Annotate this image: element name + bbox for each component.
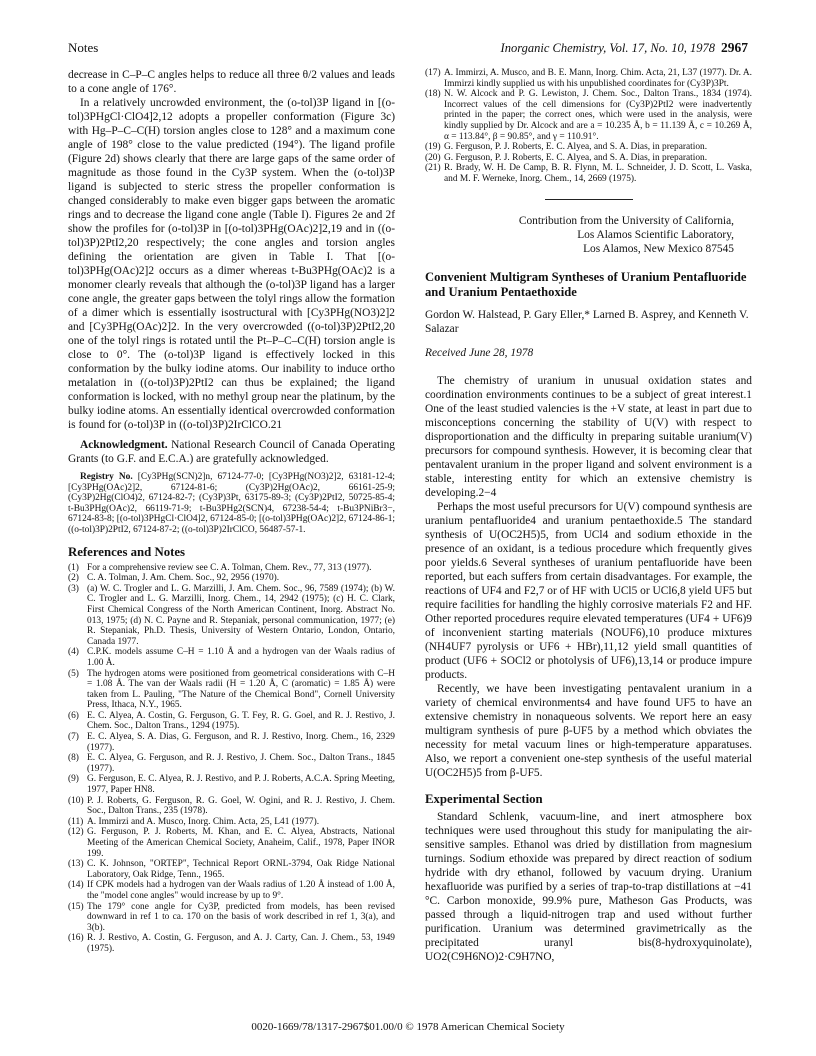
reference-item [68,817,395,828]
reference-item [425,163,752,184]
reference-item [68,732,395,753]
reference-text: If CPK models had a hydrogen van der Waals radius of 1.20 Å instead of 1.00 Å, the "model cone angles" would increase by up to 9°. [87,880,395,901]
journal-citation [501,40,748,56]
reference-number: (9) [68,774,79,785]
reference-text: N. W. Alcock and P. G. Lewiston, J. Chem. Soc., Dalton Trans., 1834 (1974). Incorrect values of the cell dimensions for (Cy3P)2PtI2 were inadvertently printed in the paper; the correct ones, which were used in the analysis, were kindly supplied by Dr. Alcock and are a = 10.235 Å, b = 11.139 Å, c = 10.269 Å, α = 113.84°, β = 90.85°, and γ = 110.91°. [444,89,752,142]
paragraph: Recently, we have been investigating pentavalent uranium in a variety of chemical environments4 and have found UF5 to have an extensive chemistry in nonaqueous solvents. We report here an easy multigram synthesis of pure β-UF5 by a method which obviates the necessity for metal vacuum lines or high-temperature apparatuses. Also, we report a convenient one-step synthesis of the useful material U(OC2H5)5 from β-UF5. [425,682,752,779]
journal-name: Inorganic Chemistry, Vol. 17, No. 10, 1978 [500,41,715,55]
reference-number: (12) [68,827,84,838]
reference-item [425,68,752,89]
reference-item [425,153,752,164]
acknowledgment-heading: Acknowledgment. [80,439,168,451]
reference-item [68,753,395,774]
reference-number: (1) [68,562,79,573]
article-authors: Gordon W. Halstead, P. Gary Eller,* Larned B. Asprey, and Kenneth V. Salazar [425,308,749,335]
paragraph: The chemistry of uranium in unusual oxidation states and coordination environments continues to be a subject of great interest.1 One of the least studied valencies is the +V state, at least in part due to misconceptions concerning the stability of U(V) with respect to disproportionation and the difficulty in preparing suitable uranium(V) precursors for compound synthesis. However, it is becoming clear that pentavalent uranium in the proper ligand and solvent environment is a stable, interesting entity for which an extensive chemistry is developing.2−4 [425,374,752,499]
reference-number: (20) [425,152,441,163]
page-footer: 0020-1669/78/1317-2967$01.00/0 © 1978 American Chemical Society [251,1021,565,1033]
reference-item [68,711,395,732]
registry-numbers [68,472,395,536]
article-title: Convenient Multigram Syntheses of Uranium Pentafluoride and Uranium Pentaethoxide [425,269,747,299]
reference-text: For a comprehensive review see C. A. Tolman, Chem. Rev., 77, 313 (1977). [87,562,372,573]
left-column [68,68,395,955]
reference-item [68,902,395,934]
reference-number: (7) [68,732,79,743]
affiliation-line: Los Alamos, New Mexico 87545 [583,242,734,255]
reference-item [68,827,395,859]
experimental-heading: Experimental Section [425,791,543,806]
separator-rule [545,199,633,200]
section-name: Notes [68,40,99,55]
reference-number: (4) [68,647,79,658]
paragraph: decrease in C–P–C angles helps to reduce all three θ/2 values and leads to a cone angle of 176°. [68,69,395,95]
reference-item [68,647,395,668]
reference-number: (15) [68,901,84,912]
contribution-affiliation [425,214,752,256]
reference-item [68,880,395,901]
reference-item [68,563,395,574]
reference-number: (16) [68,933,84,944]
reference-item [68,669,395,711]
reference-item [68,774,395,795]
reference-text: The hydrogen atoms were positioned from geometrical considerations with C–H = 1.08 Å. The van der Waals radii (H = 1.20 Å, C (aromatic) = 1.85 Å) were taken from L. Pauling, "The Nature of the Chemical Bond", Cornell University Press, Ithaca, N.Y., 1965. [87,668,395,711]
right-column [425,68,752,964]
page-header [68,40,748,60]
reference-text: G. Ferguson, P. J. Roberts, E. C. Alyea, and S. A. Dias, in preparation. [444,142,708,153]
reference-text: E. C. Alyea, S. A. Dias, G. Ferguson, and R. J. Restivo, Inorg. Chem., 16, 2329 (1977). [87,732,395,753]
registry-text: [Cy3PHg(SCN)2]n, 67124-77-0; [Cy3PHg(NO3)2]2, 63181-12-4; [Cy3PHg(OAc)2]2, 67124-81-6; (Cy3P)2Hg(OAc)2, 66161-25-9; (Cy3P)2Hg(ClO4)2, 67124-82-7; (Cy3P)3Pt, 63175-89-3; (Cy3P)2PtI2, 50725-85-4; t-Bu3PHg(OAc)2, 66119-71-9; t-Bu3PHg2(SCN)4, 67238-54-4; t-Bu3PNiBr3−, 67124-83-8; [(o-tol)3PHgCl·ClO4]2, 67124-85-0; [(o-tol)3PHg(OAc)2]2, 67124-86-1; ((o-tol)3P)2PtI2, 67124-87-2; ((o-tol)3P)2IrClCO, 56487-57-1. [68,472,395,535]
reference-number: (6) [68,710,79,721]
reference-text: R. J. Restivo, A. Costin, G. Ferguson, and A. J. Carty, Can. J. Chem., 53, 1949 (1975). [87,933,395,954]
reference-text: (a) W. C. Trogler and L. G. Marzilli, J. Am. Chem. Soc., 96, 7589 (1974); (b) W. C. Trogler and L. G. Marzilli, Inorg. Chem., 14, 2942 (1975); (c) H. C. Clark, First Chemical Congress of the North American Continent, Inorg. Abstract No. 013, 1975; (d) N. C. Payne and R. Stepaniak, personal communication, 1977; (e) R. Stepaniak, Ph.D. Thesis, University of Western Ontario, London, Ontario, Canada 1977. [87,583,395,647]
reference-text: C. K. Johnson, "ORTEP", Technical Report ORNL-3794, Oak Ridge National Laboratory, Oak Ridge, Tenn., 1965. [87,859,395,880]
reference-list [68,563,395,955]
reference-item [425,89,752,142]
affiliation-line: Los Alamos Scientific Laboratory, [577,228,734,241]
reference-number: (18) [425,89,441,100]
references-heading: References and Notes [68,544,186,559]
reference-item [68,859,395,880]
reference-text: P. J. Roberts, G. Ferguson, R. G. Goel, W. Ogini, and R. J. Restivo, J. Chem. Soc., Dalton Trans., 235 (1978). [87,795,395,817]
reference-text: G. Ferguson, P. J. Roberts, M. Khan, and E. C. Alyea, Abstracts, National Meeting of the American Chemical Society, Anaheim, Calif., 1978, Paper INOR 199. [87,827,395,859]
reference-number: (10) [68,795,84,806]
reference-number: (17) [425,68,441,78]
reference-number: (5) [68,668,79,679]
acknowledgment-text: National Research Council of Canada Operating Grants (to G.F. and E.C.A.) are gratefully acknowledged. [68,439,395,465]
reference-number: (2) [68,573,79,584]
paragraph: Perhaps the most useful precursors for U(V) compound synthesis are uranium pentafluoride4 and uranium pentaethoxide.5 The standard synthesis of U(OC2H5)5, from UCl4 and sodium ethoxide in the presence of an oxidant, is a tedious procedure which frequently gives poor yields.6 Several syntheses of uranium pentafluoride have been reported, but each suffers from certain disadvantages. For example, the reactions of UF4 and F2,7 or of HF with UCl5 or UCl6,8 yield UF5 but require facilities for handling the highly corrosive materials F2 and HF. Other reported procedures require elevated temperatures (UF4 + UF6)9 of inconvenient starting materials (NOUF6),10 produce mixtures (NH4UF7 pyrolysis or UF6 + HBr),11,12 yield small quantities of product (UF6 + SOCl2 or photolysis of UF6),13,14 or produce impure products. [425,500,752,681]
paragraph: Standard Schlenk, vacuum-line, and inert atmosphere box techniques were used throughout this study for manipulating the air-sensitive samples. Ethanol was dried by distillation from magnesium turnings. Sodium ethoxide was prepared by direct reaction of sodium hydride with dry ethanol, followed by vacuum drying. Uranium hexafluoride was purified by a series of trap-to-trap distillations at −41 °C. Carbon monoxide, 99.9% pure, Matheson Gas Products, was passed through a liquid-nitrogen trap and used without further purification. Uranium was determined gravimetrically as the precipitated uranyl bis(8-hydroxyquinolate), UO2(C9H6NO)2·C9H7NO, [425,810,752,963]
reference-text: A. Immirzi and A. Musco, Inorg. Chim. Acta, 25, L41 (1977). [87,816,320,827]
paragraph: In a relatively uncrowded environment, the (o-tol)3P ligand in [(o-tol)3PHgCl·ClO4]2,12 adopts a propeller conformation (Figure 3c) with Hg–P–C–C(H) torsion angles close to 128° and a maximum cone angle of 198° close to the value predicted (194°). The ligand profile (Figure 2d) shows clearly that there are large gaps of the same order of magnitude as those found in the Cy3P system. When the (o-tol)3P ligand is subjected to steric stress the propeller conformation is changed considerably to make even bigger gaps between the aromatic rings and to decrease the ligand cone angle (Table I). Figures 2e and 2f show the profiles for (o-tol)3P in [(o-tol)3PHg(OAc)2]2,19 and in ((o-tol)3P)2PtI2,20 respectively; the cone angles and torsion angles defining the orientation are given in Table I. That [(o-tol)3PHg(OAc)2]2 occurs as a dimer whereas t-Bu3PHg(OAc)2 is a monomer clearly reveals that although the (o-tol)3P ligand has a larger cone angle, the greater gaps between the tolyl rings allow the formation of a dimer which is essentially isostructural with [Cy3PHg(NO3)2]2 and [Cy3PHg(OAc)2]2. In the very overcrowded ((o-tol)3P)2PtI2,20 one of the tolyl rings is rotated until the Pt–P–C–C(H) torsion angle is close to 0°. The (o-tol)3P ligand is effectively locked in this conformation by the bulky iodine atoms. Our inability to induce ortho metalation in ((o-tol)3P)2PtI2 can thus be explained; the ligand conformation is locked, with no methyl group near the platinum, by the bulky iodine atoms. An essentially identical overcrowded conformation is found for (o-tol)3P in ((o-tol)3P)2IrClCO.21 [68,97,395,431]
acknowledgment [68,438,395,466]
reference-text: C.P.K. models assume C–H = 1.10 Å and a hydrogen van der Waals radius of 1.00 Å. [87,647,395,668]
reference-text: G. Ferguson, E. C. Alyea, R. J. Restivo, and P. J. Roberts, A.C.A. Spring Meeting, 1977, Paper HN8. [87,774,395,796]
registry-heading: Registry No. [80,472,133,482]
reference-text: R. Brady, W. H. De Camp, B. R. Flynn, M. L. Schneider, J. D. Scott, L. Vaska, and M. F. Werneke, Inorg. Chem., 14, 2669 (1975). [444,163,752,184]
reference-text: E. C. Alyea, G. Ferguson, and R. J. Restivo, J. Chem. Soc., Dalton Trans., 1845 (1977). [87,753,395,774]
reference-text: C. A. Tolman, J. Am. Chem. Soc., 92, 2956 (1970). [87,573,280,584]
reference-number: (13) [68,859,84,870]
reference-number: (21) [425,163,441,174]
reference-text: E. C. Alyea, A. Costin, G. Ferguson, G. T. Fey, R. G. Goel, and R. J. Restivo, J. Chem. Soc., Dalton Trans., 1294 (1975). [87,710,395,732]
reference-item [68,584,395,648]
affiliation-line: Contribution from the University of California, [518,214,734,227]
reference-number: (19) [425,142,441,153]
reference-item [425,142,752,153]
reference-item [68,573,395,584]
reference-text: A. Immirzi, A. Musco, and B. E. Mann, Inorg. Chim. Acta, 21, L37 (1977). Dr. A. Immirzi kindly supplied us with his unpublished coordinates for (Cy3P)3Pt. [444,68,752,89]
reference-item [68,933,395,954]
reference-number: (8) [68,753,79,764]
reference-number: (3) [68,583,79,594]
received-date: Received June 28, 1978 [425,346,534,359]
reference-item [68,796,395,817]
reference-list [425,68,752,185]
reference-text: The 179° cone angle for Cy3P, predicted from models, has been revised downward in ref 1 to ca. 170 on the basis of work described in ref 1, 3(a), and 3(b). [87,901,395,933]
reference-text: G. Ferguson, P. J. Roberts, E. C. Alyea, and S. A. Dias, in preparation. [444,152,708,163]
reference-number: (14) [68,880,84,891]
page-number: 2967 [721,40,748,55]
reference-number: (11) [68,816,84,827]
